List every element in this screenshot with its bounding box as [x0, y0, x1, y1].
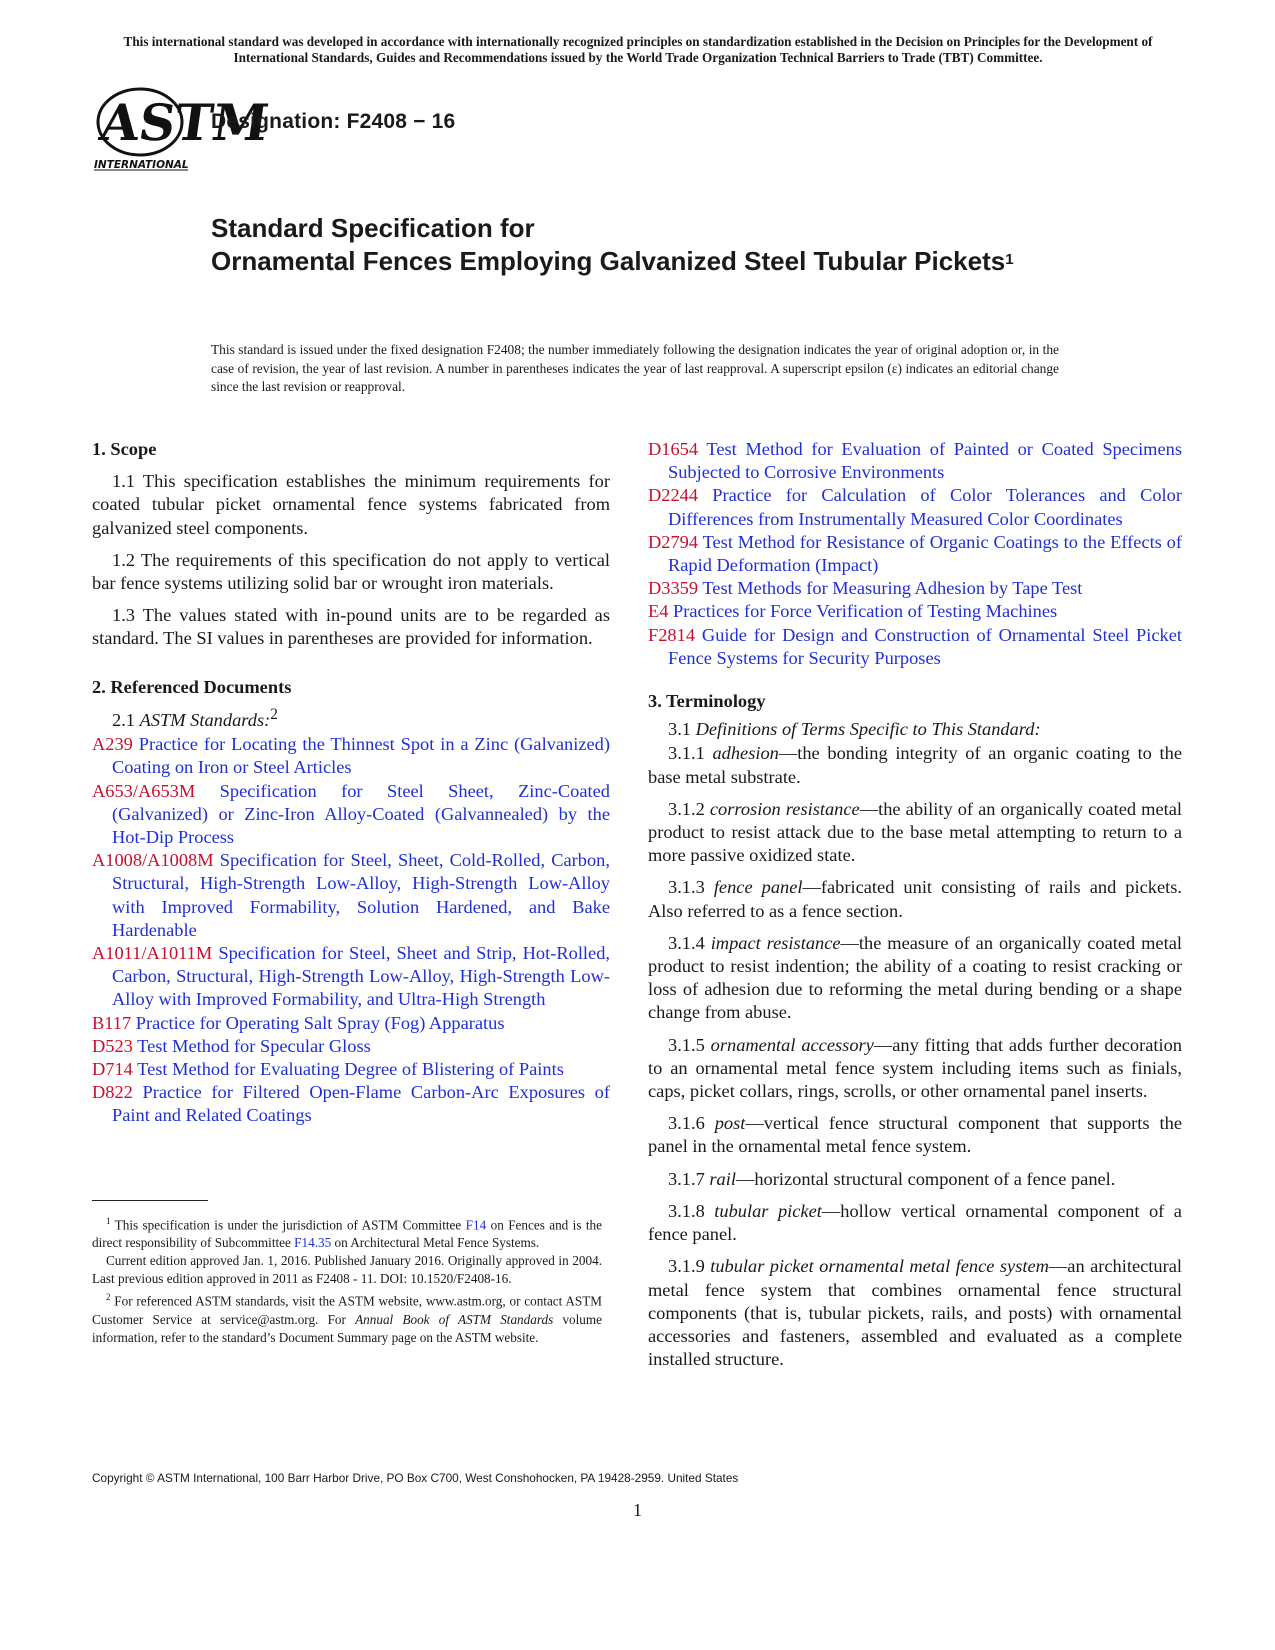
committee-link[interactable]: F14 [465, 1217, 487, 1233]
astm-logo [92, 84, 273, 174]
ref-title[interactable]: Test Method for Evaluation of Painted or Coated Specimens Subjected to Corrosive Environments [668, 439, 1183, 483]
title-footnote-mark: 1 [1005, 251, 1014, 268]
term-number: 3.1.2 [668, 798, 705, 819]
term-number: 3.1.5 [668, 1034, 705, 1055]
ref-item[interactable] [92, 780, 610, 850]
copyright: Copyright © ASTM International, 100 Barr Harbor Drive, PO Box C700, West Conshohocken, PA 19428-2959. United States [92, 1471, 739, 1485]
ref-item[interactable] [648, 600, 1182, 623]
term-number: 3.1.3 [668, 877, 705, 898]
ref-title[interactable]: Practice for Operating Salt Spray (Fog) Apparatus [135, 1012, 505, 1033]
ref-title[interactable]: Guide for Design and Construction of Ornamental Steel Picket Fence Systems for Security Purposes [668, 624, 1182, 668]
term-number: 3.1.4 [668, 932, 705, 953]
term-text: —the bonding integrity of an organic coating to the base metal substrate. [648, 743, 1182, 787]
terminology-heading: 3. Terminology [648, 691, 766, 712]
ref-code[interactable]: A653/A653M [92, 780, 196, 801]
right-column [648, 438, 1182, 1380]
term-definition [648, 932, 1182, 1025]
document-title [211, 212, 1111, 278]
footnotes [92, 1212, 602, 1347]
scope-para-3: 1.3 The values stated with in-pound units are to be regarded as standard. The SI values in parentheses are provided for information. [92, 605, 610, 649]
ref-code[interactable]: A239 [92, 734, 133, 755]
ref-code[interactable]: D1654 [648, 439, 699, 459]
ref-item[interactable] [92, 733, 610, 779]
sub-number: 2.1 [112, 709, 135, 730]
term-name: fence panel [713, 877, 803, 898]
term-number: 3.1.6 [668, 1113, 705, 1134]
ref-item[interactable] [648, 484, 1182, 530]
ref-title[interactable]: Test Method for Resistance of Organic Coatings to the Effects of Rapid Deformation (Impact) [668, 531, 1182, 576]
designation: Designation: F2408 − 16 [211, 110, 456, 133]
term-text: —vertical fence structural component that supports the panel in the ornamental metal fence system. [648, 1113, 1182, 1157]
title-main: Ornamental Fences Employing Galvanized Steel Tubular Pickets [211, 246, 1006, 276]
term-number: 3.1.9 [668, 1256, 705, 1277]
title-line-2 [211, 245, 1111, 278]
referenced-heading: 2. Referenced Documents [92, 676, 292, 697]
ref-title[interactable]: Practice for Filtered Open-Flame Carbon-Arc Exposures of Paint and Related Coatings [112, 1082, 610, 1126]
ref-title[interactable]: Practice for Locating the Thinnest Spot in a Zinc (Galvanized) Coating on Iron or Steel Articles [112, 734, 610, 778]
astm-logo-graphic [92, 84, 273, 174]
term-definition [648, 1200, 1182, 1246]
term-definition [648, 798, 1182, 868]
term-number: 3.1.7 [668, 1168, 705, 1189]
ref-title[interactable]: Practice for Calculation of Color Tolerances and Color Differences from Instrumentally Measured Color Coordinates [668, 485, 1182, 529]
ref-item[interactable] [648, 438, 1182, 484]
term-name: corrosion resistance [709, 798, 860, 819]
ref-item[interactable] [92, 849, 610, 942]
ref-item[interactable] [92, 1081, 610, 1127]
ref-code[interactable]: A1008/A1008M [92, 850, 214, 871]
term-text: —hollow vertical ornamental component of a fence panel. [648, 1200, 1182, 1245]
ref-item[interactable] [648, 624, 1182, 670]
left-column [92, 438, 610, 1128]
ref-item[interactable] [648, 577, 1182, 600]
term-text: —any fitting that adds further decoration to an ornamental metal fence system including items such as finials, caps, picket collars, rings, scrolls, or other ornamental panel inserts. [648, 1034, 1183, 1102]
subcommittee-link[interactable]: F14.35 [294, 1235, 332, 1251]
ref-code[interactable]: B117 [92, 1012, 132, 1033]
ref-code[interactable]: D523 [92, 1035, 133, 1056]
term-name: tubular picket [714, 1200, 822, 1221]
svg-text:ASTM: ASTM [96, 93, 273, 152]
astm-standards-label [92, 703, 610, 732]
term-text: —an architectural metal fence system that combines ornamental fence structural components (that is, tubular pickets, rails, and posts) with ornamental accessories and fasteners, assembled and evaluated as a complete installed structure. [648, 1256, 1182, 1370]
ref-title[interactable]: Test Methods for Measuring Adhesion by Tape Test [702, 578, 1083, 599]
scope-para-1: 1.1 This specification establishes the minimum requirements for coated tubular picket ornamental fence systems fabricated from galvanized steel components. [92, 471, 610, 538]
scope-para-2: 1.2 The requirements of this specification do not apply to vertical bar fence systems utilizing solid bar or wrought iron materials. [92, 549, 610, 594]
sub-label: ASTM Standards: [139, 709, 271, 730]
ref-code[interactable]: D3359 [648, 578, 699, 599]
ref-title[interactable]: Practices for Force Verification of Testing Machines [673, 601, 1058, 622]
footnote-2 [92, 1288, 602, 1346]
ref-title[interactable]: Specification for Steel, Sheet and Strip, Hot-Rolled, Carbon, Structural, High-Strength Low-Alloy, High-Strength Low-Alloy with Improved Formability, and Ultra-High Strength [112, 942, 610, 1010]
title-line-1: Standard Specification for [211, 213, 535, 243]
term-name: impact resistance [710, 932, 841, 953]
term-definition [648, 1255, 1182, 1371]
term-number: 3.1.1 [668, 743, 705, 764]
term-name: post [714, 1113, 746, 1134]
fn-text: This specification is under the jurisdiction of ASTM Committee [114, 1217, 466, 1233]
ref-item[interactable] [648, 531, 1182, 577]
sub-mark: 2 [270, 705, 278, 723]
ref-code[interactable]: D2244 [648, 485, 699, 506]
term-definition [648, 1168, 1182, 1191]
sub-number: 3.1 [668, 719, 691, 740]
term-text: —horizontal structural component of a fence panel. [735, 1168, 1116, 1189]
fn-text: For referenced ASTM standards, visit the ASTM website, www.astm.org, or contact ASTM Customer Service at service@astm.org. For [92, 1293, 603, 1327]
ref-code[interactable]: F2814 [648, 624, 696, 645]
ref-title[interactable]: Specification for Steel Sheet, Zinc-Coated (Galvanized) or Zinc-Iron Alloy-Coated (Galvannealed) by the Hot-Dip Process [112, 780, 610, 847]
ref-code[interactable]: E4 [648, 601, 669, 622]
fn-italic: Annual Book of ASTM Standards [355, 1311, 554, 1327]
ref-title[interactable]: Specification for Steel, Sheet, Cold-Rolled, Carbon, Structural, High-Strength Low-Alloy, High-Strength Low-Alloy with Improved Formability, Solution Hardened, and Bake Hardenable [112, 850, 610, 940]
term-number: 3.1.8 [668, 1200, 705, 1221]
footnote-edition: Current edition approved Jan. 1, 2016. Published January 2016. Originally approved in 2004. Last previous edition approved in 2011 as F2408 - 11. DOI: 10.1520/F2408-16. [92, 1253, 602, 1287]
fn-mark: 2 [106, 1292, 111, 1303]
term-definition [648, 876, 1182, 922]
ref-item[interactable] [92, 1058, 610, 1081]
term-name: ornamental accessory [710, 1034, 874, 1055]
footnote-rule [92, 1200, 208, 1201]
wto-notice: This international standard was developed in accordance with internationally recognized principles on standardization established in the Decision on Principles for the Development of International Standards, Guides and Recommendations issued by the World Trade Organization Technical Barriers to Trade (TBT) Committee. [123, 34, 1153, 65]
footnote-1 [92, 1212, 602, 1252]
logo-text: INTERNATIONAL [94, 159, 189, 171]
ref-title[interactable]: Test Method for Evaluating Degree of Blistering of Paints [137, 1059, 564, 1079]
ref-code[interactable]: D2794 [648, 531, 699, 552]
ref-item[interactable] [92, 1012, 610, 1035]
term-name: tubular picket ornamental metal fence system [710, 1256, 1049, 1277]
definitions-label [648, 718, 1182, 741]
fn-mark: 1 [106, 1216, 111, 1226]
ref-item[interactable] [92, 942, 610, 1012]
term-text: —fabricated unit consisting of rails and pickets. Also referred to as a fence section. [648, 877, 1182, 921]
sub-label: Definitions of Terms Specific to This Standard: [695, 719, 1041, 740]
term-text: —the ability of an organically coated metal product to resist attack due to the base metal attempting to return to a more passive oxidized state. [648, 798, 1182, 866]
fn-text: volume information, refer to the standard’s Document Summary page on the ASTM website. [92, 1311, 602, 1345]
term-definition [648, 742, 1182, 788]
term-name: adhesion [712, 743, 779, 764]
issuance-note: This standard is issued under the fixed designation F2408; the number immediately following the designation indicates the year of original adoption or, in the case of revision, the year of last revision. A number in parentheses indicates the year of last reapproval. A superscript epsilon (ε) indicates an editorial change since the last revision or reapproval. [211, 342, 1059, 394]
term-definition [648, 1112, 1182, 1158]
page-number: 1 [633, 1500, 642, 1520]
ref-code[interactable]: A1011/A1011M [92, 942, 213, 963]
ref-item[interactable] [92, 1035, 610, 1058]
fn-text: on Architectural Metal Fence Systems. [331, 1235, 540, 1251]
ref-code[interactable]: D822 [92, 1082, 133, 1103]
term-definition [648, 1034, 1182, 1104]
term-name: rail [709, 1168, 736, 1189]
fn-text: on Fences and is the direct responsibility of Subcommittee [92, 1217, 602, 1251]
term-text: —the measure of an organically coated metal product to resist indention; the ability of a coating to resist cracking or loss of adhesion due to reforming the metal during bending or a shape change from abuse. [648, 932, 1182, 1023]
ref-title[interactable]: Test Method for Specular Gloss [137, 1035, 371, 1056]
scope-heading: 1. Scope [92, 439, 157, 459]
ref-code[interactable]: D714 [92, 1059, 133, 1079]
